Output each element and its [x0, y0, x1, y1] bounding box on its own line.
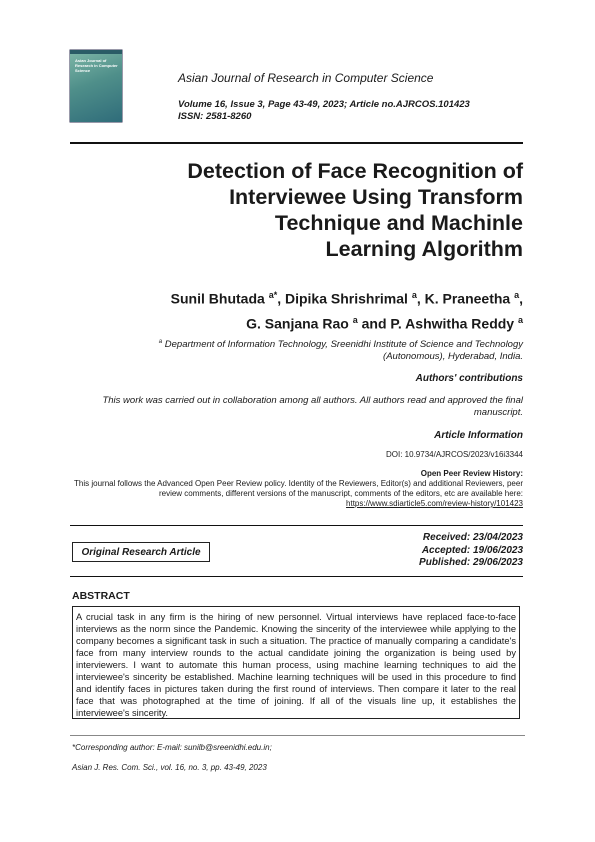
title-line-2: Interviewee Using Transform [229, 185, 523, 209]
author-affil-mark: a [411, 290, 417, 300]
citation: Asian J. Res. Com. Sci., vol. 16, no. 3, pp. 43-49, 2023 [72, 763, 267, 772]
contributions-heading: Authors' contributions [415, 373, 523, 384]
review-history-link[interactable]: https://www.sdiarticle5.com/review-history/101423 [346, 499, 523, 508]
article-info-heading: Article Information [434, 430, 523, 441]
open-review-description: This journal follows the Advanced Open Peer Review policy. Identity of the Reviewers, Editor(s) and additional Reviewers, peer review comments, different versions of the manuscript, comments of the editors, etc are available here: [74, 479, 523, 498]
volume-info [178, 99, 470, 123]
open-review-heading: Open Peer Review History: [420, 469, 523, 478]
affiliation-text: Department of Information Technology, Sreenidhi Institute of Science and Technology (Autonomous), Hyderabad, India. [162, 339, 523, 363]
article-dates [419, 532, 523, 570]
affiliation-mark: a [158, 339, 163, 345]
paper-title [123, 158, 523, 262]
dates-rule [70, 576, 523, 577]
author-name: and P. Ashwitha Reddy [357, 315, 515, 332]
author-affil-mark: a [352, 314, 358, 325]
header-rule [70, 142, 523, 144]
affiliation [113, 336, 523, 363]
author-affil-mark: a* [268, 290, 278, 300]
author-affil-mark: a [517, 314, 523, 325]
doi: DOI: 10.9734/AJRCOS/2023/v16i3344 [386, 450, 523, 459]
article-type-badge: Original Research Article [72, 542, 210, 562]
received-date: Received: 23/04/2023 [422, 532, 523, 543]
abstract-heading: ABSTRACT [72, 590, 130, 602]
contributions-text: This work was carried out in collaboration among all authors. All authors read and approved the final manuscript. [102, 395, 523, 418]
footnote-rule [70, 735, 525, 736]
author-name: , Dipika Shrishrimal [277, 290, 408, 307]
title-line-1: Detection of Face Recognition of [187, 159, 523, 183]
journal-cover-image [70, 50, 122, 122]
author-list [63, 285, 523, 334]
title-line-4: Learning Algorithm [325, 237, 523, 261]
issn: ISSN: 2581-8260 [178, 111, 252, 122]
journal-name: Asian Journal of Research in Computer Science [178, 71, 434, 85]
cover-band [70, 50, 122, 54]
author-affil-mark: a [514, 290, 520, 300]
published-date: Published: 29/06/2023 [419, 557, 523, 568]
author-name: Sunil Bhutada [170, 290, 265, 307]
author-name: G. Sanjana Rao [246, 315, 349, 332]
author-name: , K. Praneetha [416, 290, 511, 307]
author-line-1 [63, 285, 523, 310]
accepted-date: Accepted: 19/06/2023 [421, 544, 523, 556]
info-rule [70, 525, 523, 526]
author-separator: , [519, 290, 523, 307]
title-line-3: Technique and Machinle [274, 211, 523, 235]
corresponding-author: *Corresponding author: E-mail: sunilb@sreenidhi.edu.in; [72, 743, 272, 752]
abstract-text: A crucial task in any firm is the hiring of new personnel. Virtual interviews have replaced face-to-face interviews as the norm since the Pandemic. Knowing the sincerity of the interviewee while applying to the company becomes a significant task in such a situation. The practice of manually comparing a candidate's face from many interview rounds to the actual candidate joining the organization is being used by interviewers. I want to automate this human process, using machine learning techniques to aid the interviewee's sincerity be established. Machine learning techniques will be used in this procedure to find and identify faces in pictures taken during the first round of interviews. Then compare it later to the real face that was photographed at the time of joining. If all of the visuals line up, it establishes the interviewee's sincerity. [72, 606, 520, 719]
volume-line: Volume 16, Issue 3, Page 43-49, 2023; Article no.AJRCOS.101423 [178, 99, 470, 110]
cover-title: Asian Journal of Research in Computer Science [75, 58, 118, 73]
author-line-2 [63, 310, 523, 335]
open-review-text [73, 479, 523, 509]
